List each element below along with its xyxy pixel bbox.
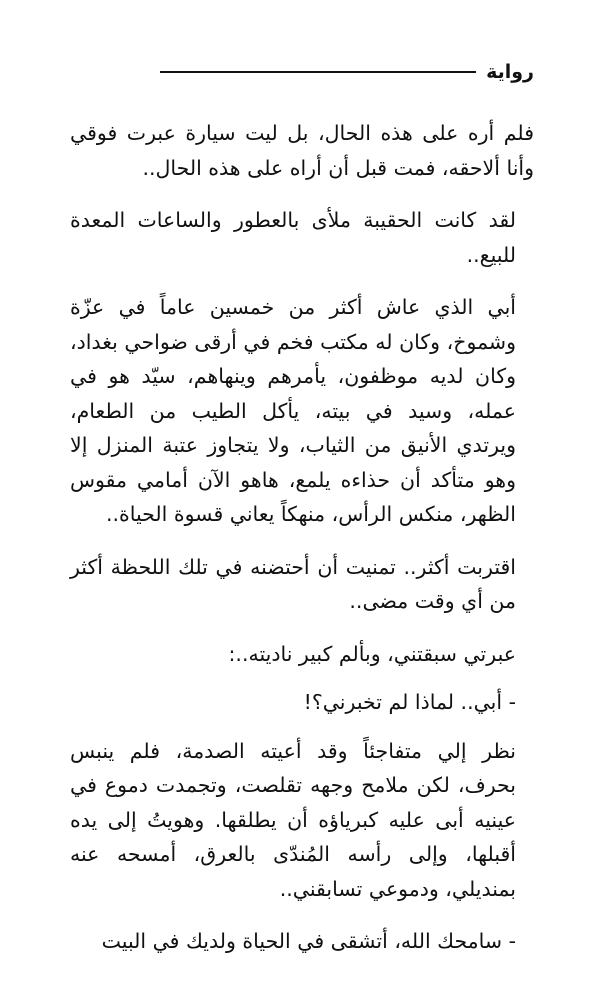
paragraph-7: نظر إلي متفاجئاً وقد أعيته الصدمة، فلم ينبس بحرف، لكن ملامح وجهه تقلصت، وتجمدت دموع في عينيه أبى عليه كبرياؤه أن يطلقها. وهويتُ إلى يده أقبلها، وإلى رأسه المُندّى بالعرق، أمسحه عنه بمنديلي، ودموعي تسابقني.. <box>70 738 516 901</box>
page-body <box>70 116 534 977</box>
paragraph-5: عبرتي سبقتني، وبألم كبير ناديته..: <box>228 641 516 666</box>
running-header <box>160 52 534 92</box>
paragraph-1: فلم أره على هذه الحال، بل ليت سيارة عبرت فوقي وأنا ألاحقه، فمت قبل أن أراه على هذه الحال.. <box>70 121 534 180</box>
paragraph-2: لقد كانت الحقيبة ملأى بالعطور والساعات المعدة للبيع.. <box>70 208 516 267</box>
paragraph-6: - أبي.. لماذا لم تخبرني؟! <box>303 690 516 714</box>
paragraph-4: اقتربت أكثر.. تمنيت أن أحتضنه في تلك اللحظة أكثر من أي وقت مضى.. <box>70 554 516 613</box>
header-title: رواية <box>486 61 534 83</box>
paragraph-3: أبي الذي عاش أكثر من خمسين عاماً في عزّة وشموخ، وكان له مكتب فخم في أرقى ضواحي بغداد، وكان لديه موظفون، يأمرهم وينهاهم، سيّد هو في عمله، وسيد في بيته، يأكل الطيب من الطعام، ويرتدي الأنيق من الثياب، ولا يتجاوز عتبة المنزل إلا وهو متأكد أن حذاءه يلمع، هاهو الآن أمامي مقوس الظهر، منكس الرأس، منهكاً يعاني قسوة الحياة.. <box>70 295 516 526</box>
paragraph-8: - سامحك الله، أتشقى في الحياة ولديك في البيت <box>101 929 516 953</box>
header-rule <box>160 71 476 73</box>
